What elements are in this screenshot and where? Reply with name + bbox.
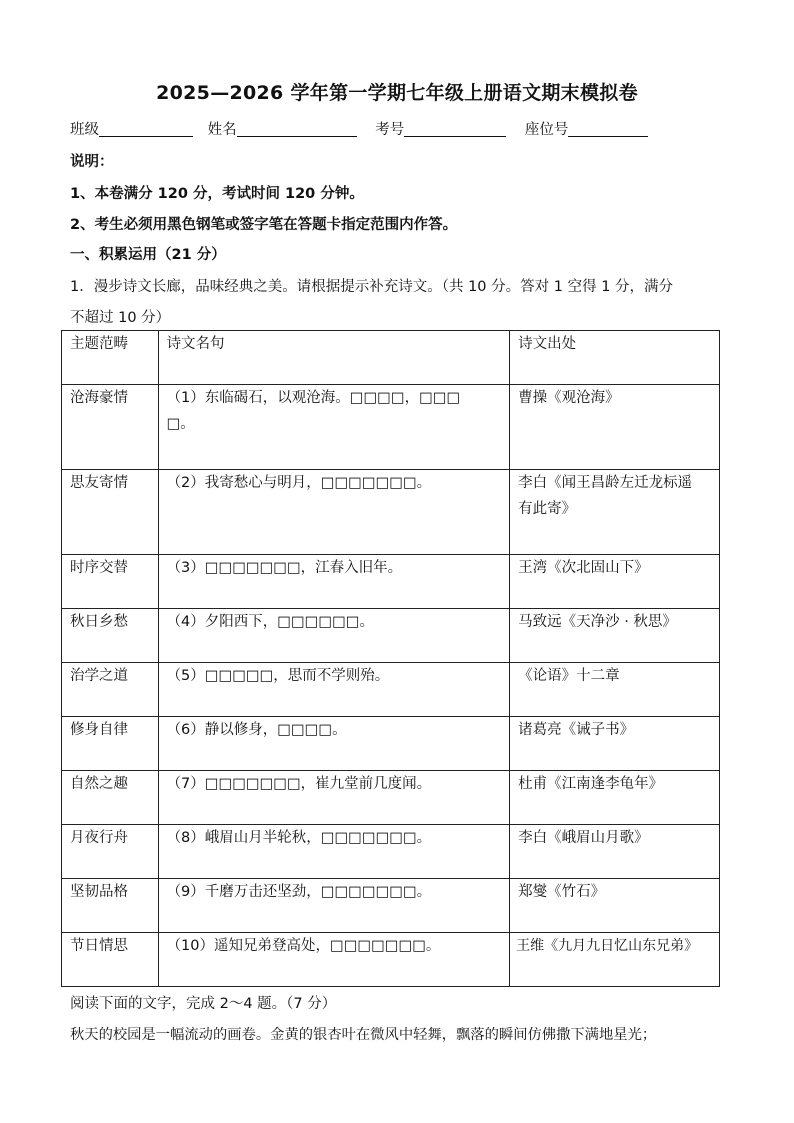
header-verse: 诗文名句 [158,331,510,385]
question-1-text-cont: 不超过 10 分） [70,310,171,326]
table-row [62,717,720,771]
table-row [62,933,720,987]
table-row [62,385,720,470]
class-label: 班级 [70,122,99,138]
exam-no-label: 考号 [375,122,405,138]
class-blank[interactable] [99,121,193,137]
seat-label: 座位号 [524,122,569,138]
row-verse[interactable]: （3）□□□□□□□，江春入旧年。 [166,560,403,576]
row-theme: 沧海豪情 [70,390,128,406]
notes-item-2: 2、考生必须用黑色钢笔或签字笔在答题卡指定范围内作答。 [70,217,458,233]
row-source: 李白《峨眉山月歌》 [518,830,649,846]
row-source-cont: 有此寄》 [518,501,577,517]
row-verse[interactable]: （9）千磨万击还坚劲，□□□□□□□。 [166,884,432,900]
header-source: 诗文出处 [510,331,720,385]
table-row [62,771,720,825]
exam-no-blank[interactable] [404,121,506,137]
reading-paragraph: 秋天的校园是一幅流动的画卷。金黄的银杏叶在微风中轻舞，飘落的瞬间仿佛撒下满地星光； [70,1027,657,1043]
row-source: 诸葛亮《诫子书》 [518,722,635,738]
row-theme: 时序交替 [70,560,128,576]
notes-heading: 说明： [70,154,114,170]
header-theme: 主题范畴 [62,331,159,385]
row-verse[interactable]: （7）□□□□□□□，崔九堂前几度闻。 [166,776,432,792]
page-title: 2025—2026 学年第一学期七年级上册语文期末模拟卷 [156,82,638,104]
reading-intro: 阅读下面的文字，完成 2～4 题。（7 分） [70,996,337,1012]
row-theme: 自然之趣 [70,776,128,792]
table-header-row [62,331,720,385]
table-row [62,555,720,609]
table-row [62,825,720,879]
table-row [62,879,720,933]
table-row [62,609,720,663]
poetry-table [61,330,720,987]
row-source: 郑燮《竹石》 [518,884,606,900]
row-source: 《论语》十二章 [518,668,620,684]
row-verse[interactable]: （6）静以修身，□□□□。 [166,722,347,738]
name-label: 姓名 [207,122,237,138]
row-theme: 坚韧品格 [70,884,128,900]
row-theme: 秋日乡愁 [70,614,128,630]
seat-blank[interactable] [568,121,648,137]
row-verse[interactable]: （10）遥知兄弟登高处，□□□□□□□。 [166,938,441,954]
question-1-text: 1．漫步诗文长廊，品味经典之美。请根据提示补充诗文。（共 10 分。答对 1 空得 1 分，满分 [70,279,674,295]
row-source: 杜甫《江南逢李龟年》 [518,776,664,792]
table-row [62,470,720,555]
row-source: 王维《九月九日忆山东兄弟》 [516,938,699,954]
name-blank[interactable] [237,121,357,137]
row-theme: 思友寄情 [70,475,128,491]
notes-item-1: 1、本卷满分 120 分，考试时间 120 分钟。 [70,186,364,202]
row-verse-cont[interactable]: □。 [166,416,195,432]
table-row [62,663,720,717]
row-theme: 修身自律 [70,722,128,738]
row-verse[interactable]: （5）□□□□□，思而不学则殆。 [166,668,390,684]
row-verse[interactable]: （8）峨眉山月半轮秋，□□□□□□□。 [166,830,432,846]
row-source: 马致远《天净沙 · 秋思》 [518,614,677,630]
row-source: 曹操《观沧海》 [518,390,620,406]
row-theme: 月夜行舟 [70,830,128,846]
student-info-row [70,118,648,139]
row-verse[interactable]: （1）东临碣石，以观沧海。□□□□，□□□ [166,390,461,406]
row-source: 王湾《次北固山下》 [518,560,649,576]
row-source: 李白《闻王昌龄左迁龙标遥 [518,475,693,491]
row-verse[interactable]: （4）夕阳西下，□□□□□□。 [166,614,374,630]
row-theme: 节日情思 [70,938,128,954]
row-theme: 治学之道 [70,668,128,684]
section-heading: 一、积累运用（21 分） [70,247,226,263]
row-verse[interactable]: （2）我寄愁心与明月，□□□□□□□。 [166,475,432,491]
